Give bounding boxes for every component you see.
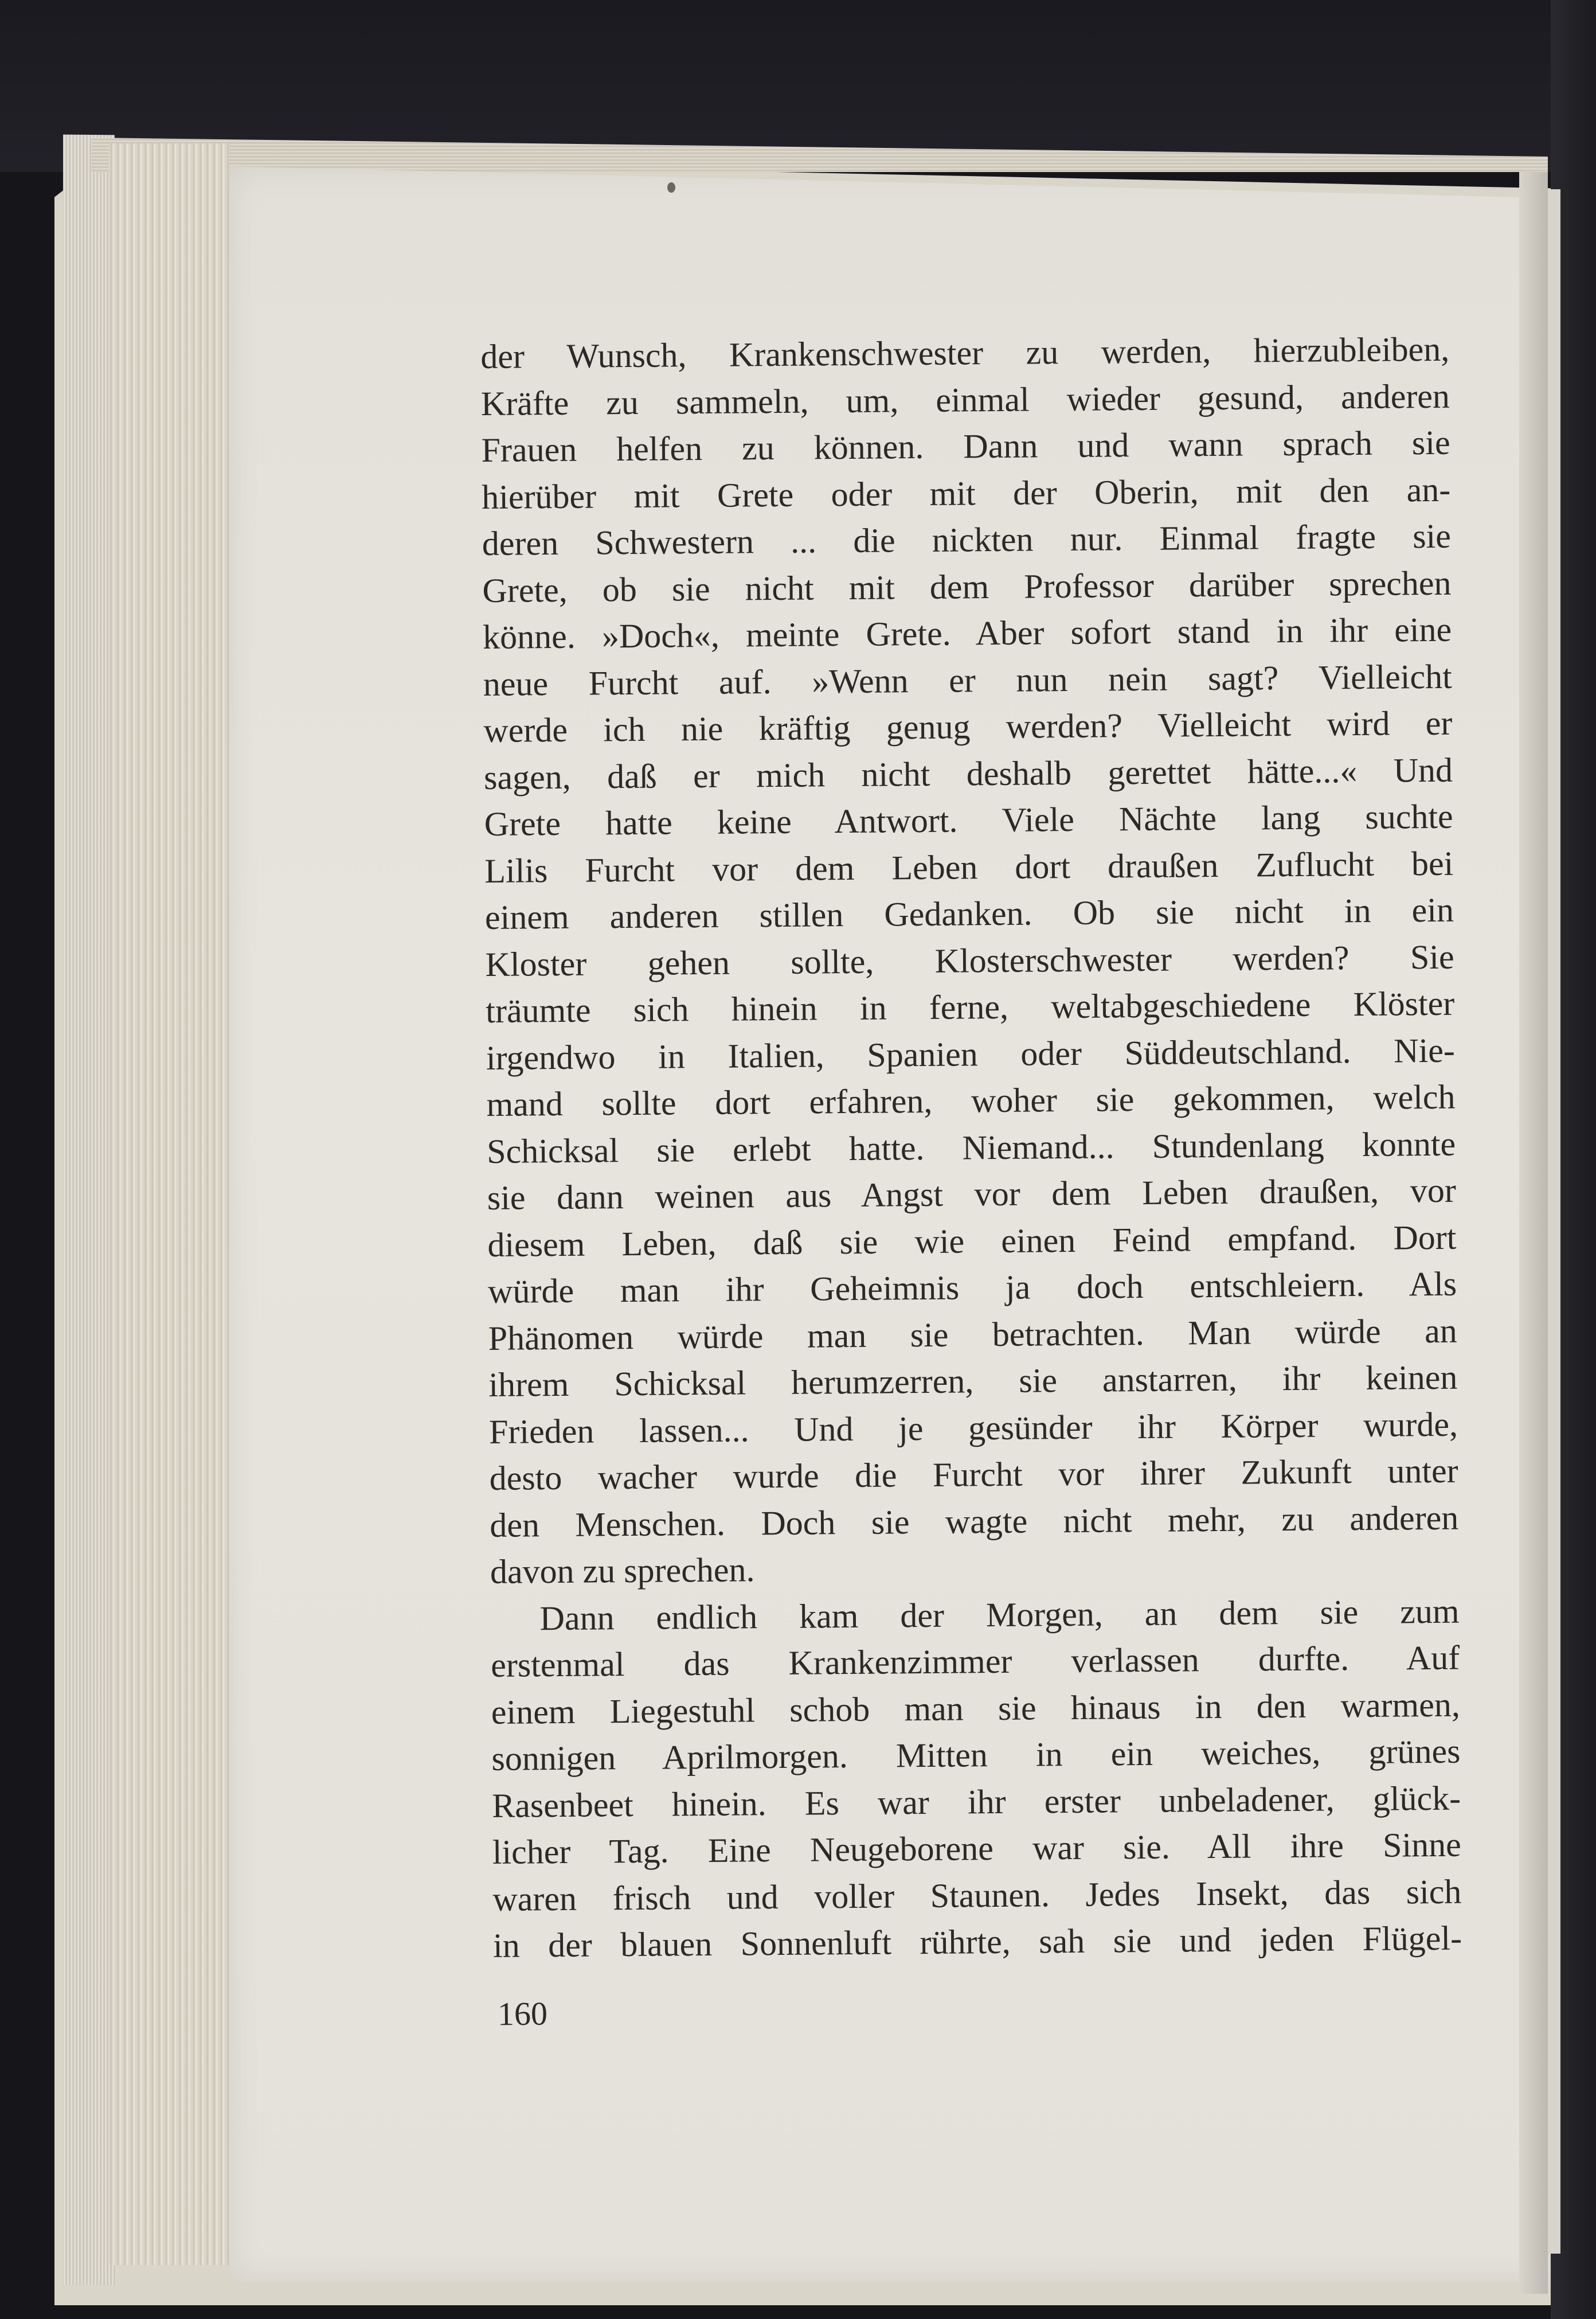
text-line: Frauen helfen zu können. Dann und wann sprach sie [481,423,1450,469]
text-line: der Wunsch, Krankenschwester zu werden, hierzubleiben, [480,330,1450,376]
page-gutter [1519,172,1548,2294]
text-line: waren frisch und voller Staunen. Jedes Insekt, das sich [492,1872,1462,1918]
text-line: sonnigen Aprilmorgen. Mitten in ein weiches, grünes [491,1732,1461,1778]
text-line: Lilis Furcht vor dem Leben dort draußen Zuflucht bei [484,844,1454,890]
text-line: Dann endlich kam der Morgen, an dem sie zum [539,1592,1460,1637]
text-line: licher Tag. Eine Neugeborene war sie. All ihre Sinne [492,1825,1462,1871]
page-side-edges [109,143,229,2265]
text-line: sagen, daß er mich nicht deshalb gerettet hätte...« Und [483,751,1453,797]
text-line: mand sollte dort erfahren, woher sie gekommen, welch [486,1077,1456,1123]
facing-page-edge [1548,189,1560,2254]
text-line: Schicksal sie erlebt hatte. Niemand... Stundenlang konnte [486,1125,1456,1170]
text-line: irgendwo in Italien, Spanien oder Süddeutschland. Nie- [486,1031,1456,1077]
text-line: könne. »Doch«, meinte Grete. Aber sofort stand in ihr eine [482,610,1452,656]
text-line: desto wacher wurde die Furcht vor ihrer Zukunft unter [489,1451,1458,1497]
text-line: einem Liegestuhl schob man sie hinaus in den warmen, [491,1685,1461,1731]
text-line: einem anderen stillen Gedanken. Ob sie nicht in ein [484,891,1454,936]
text-line: erstenmal das Krankenzimmer verlassen durfte. Auf [490,1638,1460,1684]
text-line: Phänomen würde man sie betrachten. Man würde an [488,1311,1457,1357]
text-line: diesem Leben, daß sie wie einen Feind empfand. Dort [487,1218,1457,1264]
text-line: hierüber mit Grete oder mit der Oberin, mit den an- [481,470,1451,516]
text-line: neue Furcht auf. »Wenn er nun nein sagt? Vielleicht [483,657,1453,703]
text-line: Kräfte zu sammeln, um, einmal wieder gesund, anderen [480,377,1450,423]
text-line: Grete, ob sie nicht mit dem Professor darüber sprechen [482,564,1452,610]
text-line: den Menschen. Doch sie wagte nicht mehr, zu anderen [490,1498,1459,1544]
text-line: sie dann weinen aus Angst vor dem Leben draußen, vor [487,1171,1457,1217]
body-text [480,326,1462,1970]
text-line: würde man ihr Geheimnis ja doch entschleiern. Als [487,1264,1457,1310]
page-number: 160 [497,1994,548,2033]
text-line: werde ich nie kräftig genug werden? Vielleicht wird er [483,704,1453,749]
text-line: davon zu sprechen. [490,1551,755,1591]
text-line: Kloster gehen sollte, Klosterschwester werden? Sie [485,938,1454,983]
ink-mark [667,182,675,193]
text-line: deren Schwestern ... die nickten nur. Einmal fragte sie [482,517,1452,563]
text-line: Grete hatte keine Antwort. Viele Nächte lang suchte [484,797,1453,843]
text-line: ihrem Schicksal herumzerren, sie anstarren, ihr keinen [488,1358,1458,1404]
text-line: in der blauen Sonnenluft rührte, sah sie und jeden Flügel- [492,1919,1462,1965]
text-line: Rasenbeet hinein. Es war ihr erster unbeladener, glück- [491,1779,1461,1825]
cover-edge [63,135,115,2286]
text-line: Frieden lassen... Und je gesünder ihr Körper wurde, [488,1405,1458,1451]
text-line: träumte sich hinein in ferne, weltabgeschiedene Klöster [486,984,1455,1030]
